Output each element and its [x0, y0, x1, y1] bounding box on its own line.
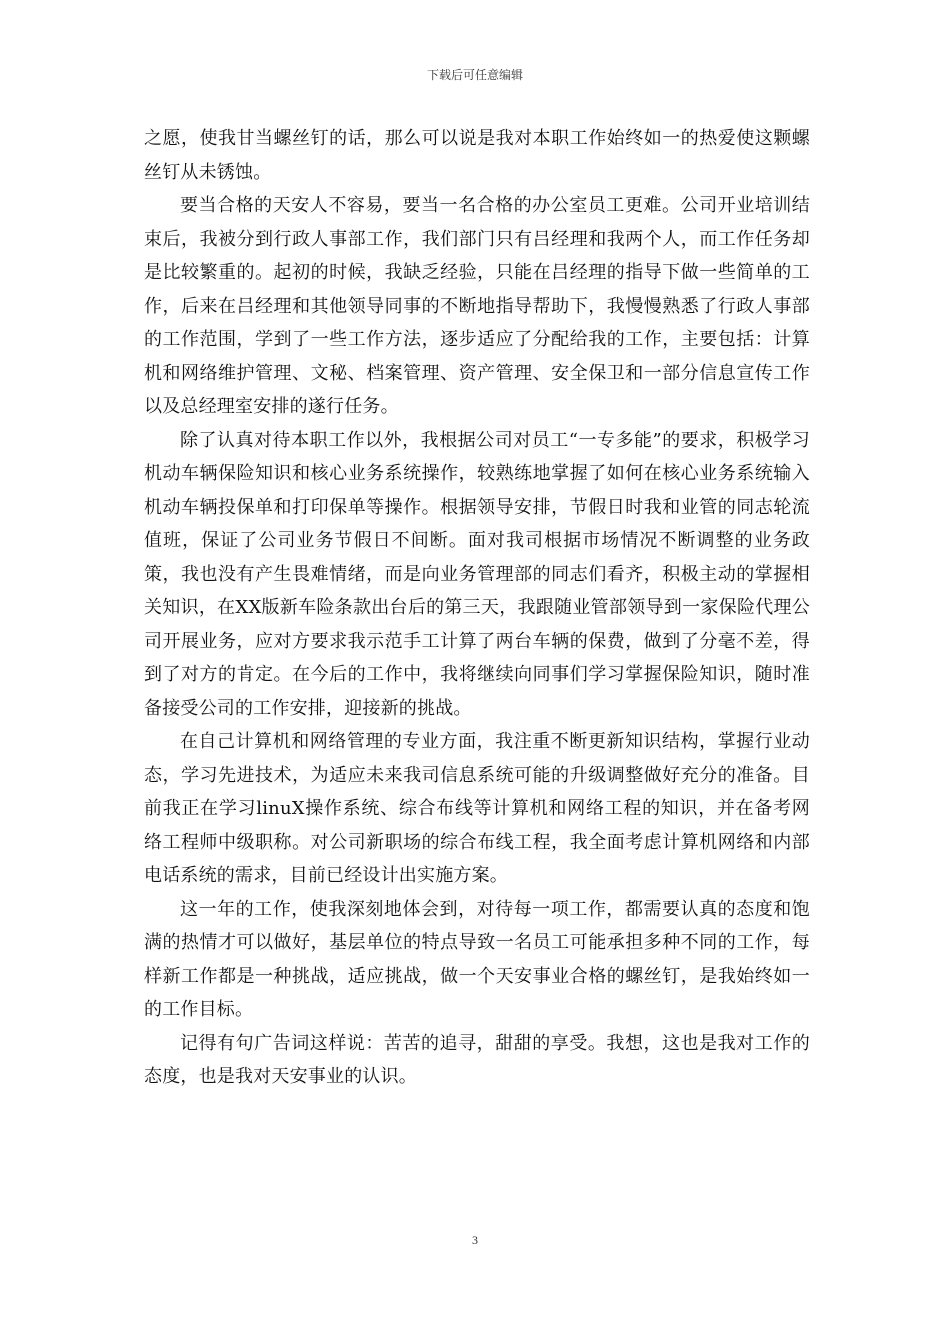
paragraph: 除了认真对待本职工作以外，我根据公司对员工“一专多能”的要求，积极学习机动车辆保险知识和核心业务系统操作，较熟练地掌握了如何在核心业务系统输入机动车辆投保单和打印保单等操作。根据领导安排，节假日时我和业管的同志轮流值班，保证了公司业务节假日不间断。面对我司根据市场情况不断调整的业务政策，我也没有产生畏难情绪，而是向业务管理部的同志们看齐，积极主动的掌握相关知识，在XX版新车险条款出台后的第三天，我跟随业管部领导到一家保险代理公司开展业务，应对方要求我示范手工计算了两台车辆的保费，做到了分毫不差，得到了对方的肯定。在今后的工作中，我将继续向同事们学习掌握保险知识，随时准备接受公司的工作安排，迎接新的挑战。: [144, 429, 810, 719]
paragraph-continuation: 之愿，使我甘当螺丝钉的话，那么可以说是我对本职工作始终如一的热爱使这颗螺丝钉从未锈蚀。: [144, 128, 810, 183]
paragraph: 要当合格的天安人不容易，要当一名合格的办公室员工更难。公司开业培训结束后，我被分到行政人事部工作，我们部门只有吕经理和我两个人，而工作任务却是比较繁重的。起初的时候，我缺乏经验，只能在吕经理的指导下做一些简单的工作，后来在吕经理和其他领导同事的不断地指导帮助下，我慢慢熟悉了行政人事部的工作范围，学到了一些工作方法，逐步适应了分配给我的工作，主要包括：计算机和网络维护管理、文秘、档案管理、资产管理、安全保卫和一部分信息宣传工作以及总经理室安排的遂行任务。: [144, 195, 810, 417]
document-body: [144, 122, 810, 1094]
page-number: 3: [472, 1233, 478, 1247]
page-header: 下载后可任意编辑: [426, 68, 523, 82]
paragraph: 这一年的工作，使我深刻地体会到，对待每一项工作，都需要认真的态度和饱满的热情才可以做好，基层单位的特点导致一名员工可能承担多种不同的工作，每样新工作都是一种挑战，适应挑战，做一个天安事业合格的螺丝钉，是我始终如一的工作目标。: [144, 898, 810, 1020]
paragraph: 在自己计算机和网络管理的专业方面，我注重不断更新知识结构，掌握行业动态，学习先进技术，为适应未来我司信息系统可能的升级调整做好充分的准备。目前我正在学习linuX操作系统、综合布线等计算机和网络工程的知识，并在备考网络工程师中级职称。对公司新职场的综合布线工程，我全面考虑计算机网络和内部电话系统的需求，目前已经设计出实施方案。: [144, 731, 810, 886]
paragraph: 记得有句广告词这样说：苦苦的追寻，甜甜的享受。我想，这也是我对工作的态度，也是我对天安事业的认识。: [144, 1032, 810, 1087]
